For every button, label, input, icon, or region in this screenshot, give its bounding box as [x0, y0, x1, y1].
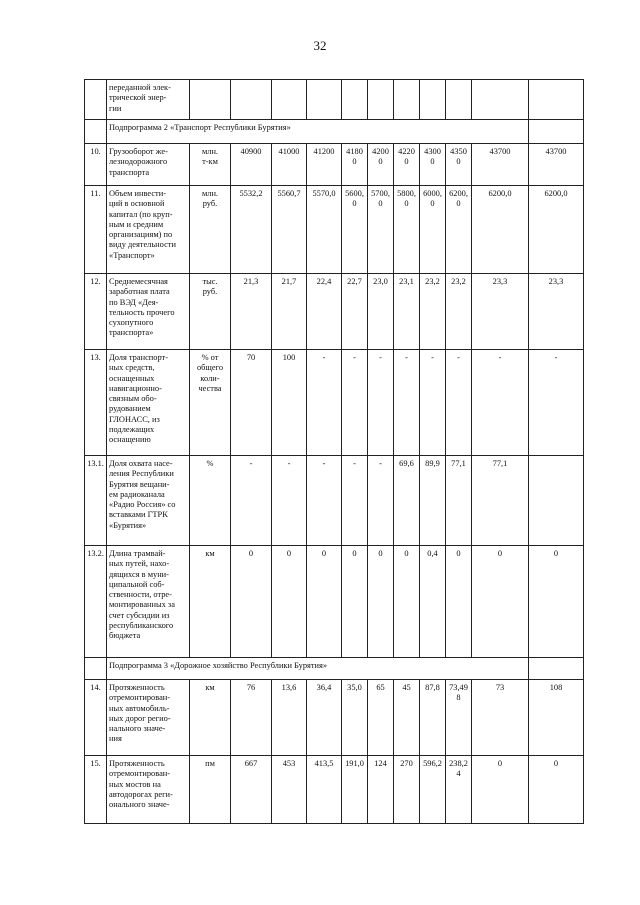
value-cell: 76 — [231, 680, 272, 756]
value-cell: 124 — [368, 756, 394, 824]
page-number: 32 — [313, 38, 327, 53]
value-cell: 6000, 0 — [420, 186, 446, 274]
value-cell: 6200,0 — [472, 186, 529, 274]
row-number: 10. — [85, 144, 107, 186]
value-cell: 13,6 — [272, 680, 307, 756]
value-cell: 4220 0 — [394, 144, 420, 186]
value-cell: 5600, 0 — [342, 186, 368, 274]
table-row — [85, 456, 584, 546]
empty-cell — [529, 658, 584, 680]
value-cell — [420, 80, 446, 120]
value-cell: - — [446, 350, 472, 456]
unit-cell: млн. руб. — [190, 186, 231, 274]
value-cell: 23,2 — [446, 274, 472, 350]
value-cell: 0 — [307, 546, 342, 658]
unit-cell: км — [190, 546, 231, 658]
empty-cell — [85, 120, 107, 144]
value-cell — [529, 80, 584, 120]
value-cell: 40900 — [231, 144, 272, 186]
value-cell — [446, 80, 472, 120]
value-cell: 23,1 — [394, 274, 420, 350]
value-cell — [368, 80, 394, 120]
value-cell: 4300 0 — [420, 144, 446, 186]
value-cell: 41000 — [272, 144, 307, 186]
value-cell: 270 — [394, 756, 420, 824]
indicator-name: Протяженность отремонтирован- ных мостов на автодорогах реги- онального значе- — [107, 756, 190, 824]
value-cell: 0 — [368, 546, 394, 658]
value-cell — [394, 80, 420, 120]
value-cell: 21,3 — [231, 274, 272, 350]
indicator-name: переданной элек- трической энер- гии — [107, 80, 190, 120]
value-cell: 5570,0 — [307, 186, 342, 274]
value-cell: 23,3 — [472, 274, 529, 350]
value-cell: 238,2 4 — [446, 756, 472, 824]
value-cell: 100 — [272, 350, 307, 456]
value-cell: 41200 — [307, 144, 342, 186]
unit-cell: тыс. руб. — [190, 274, 231, 350]
unit-cell: км — [190, 680, 231, 756]
value-cell: 453 — [272, 756, 307, 824]
value-cell: 5532,2 — [231, 186, 272, 274]
value-cell: 413,5 — [307, 756, 342, 824]
value-cell: 23,3 — [529, 274, 584, 350]
value-cell: - — [472, 350, 529, 456]
value-cell — [529, 456, 584, 546]
value-cell: 35,0 — [342, 680, 368, 756]
row-number: 13.2. — [85, 546, 107, 658]
value-cell: 0 — [529, 756, 584, 824]
indicator-name: Среднемесячная заработная плата по ВЭД «Дея- тельность прочего сухопутного транспорта» — [107, 274, 190, 350]
subprogram-title: Подпрограмма 2 «Транспорт Республики Бурятия» — [107, 120, 529, 144]
unit-cell: % — [190, 456, 231, 546]
row-number: 14. — [85, 680, 107, 756]
value-cell: 87,8 — [420, 680, 446, 756]
value-cell: 0 — [342, 546, 368, 658]
value-cell: 596,2 — [420, 756, 446, 824]
value-cell: 65 — [368, 680, 394, 756]
value-cell: 70 — [231, 350, 272, 456]
unit-cell: пм — [190, 756, 231, 824]
value-cell — [307, 80, 342, 120]
table-row — [85, 756, 584, 824]
value-cell: - — [420, 350, 446, 456]
value-cell: 22,4 — [307, 274, 342, 350]
indicator-name: Протяженность отремонтирован- ных автомобиль- ных дорог регио- нального значе- ния — [107, 680, 190, 756]
value-cell: 0 — [529, 546, 584, 658]
value-cell: 0 — [394, 546, 420, 658]
subprogram-row — [85, 120, 584, 144]
indicator-table — [84, 79, 584, 824]
table-row — [85, 274, 584, 350]
value-cell: 69,6 — [394, 456, 420, 546]
value-cell: 0 — [272, 546, 307, 658]
value-cell: 0 — [446, 546, 472, 658]
value-cell: 191,0 — [342, 756, 368, 824]
value-cell: 21,7 — [272, 274, 307, 350]
indicator-name: Доля охвата насе- ления Республики Бурятия вещани- ем радиоканала «Радио Россия» со вставками ГТРК «Бурятия» — [107, 456, 190, 546]
value-cell: 5700, 0 — [368, 186, 394, 274]
value-cell: 89,9 — [420, 456, 446, 546]
value-cell: 667 — [231, 756, 272, 824]
empty-cell — [529, 120, 584, 144]
indicator-name: Объем инвести- ций в основной капитал (по круп- ным и средним организациям) по виду деятельности «Транспорт» — [107, 186, 190, 274]
unit-cell: млн. т-км — [190, 144, 231, 186]
table-row — [85, 80, 584, 120]
value-cell: 23,2 — [420, 274, 446, 350]
value-cell: 6200,0 — [529, 186, 584, 274]
subprogram-row — [85, 658, 584, 680]
value-cell: 4180 0 — [342, 144, 368, 186]
value-cell: 77,1 — [446, 456, 472, 546]
value-cell: 36,4 — [307, 680, 342, 756]
row-number: 12. — [85, 274, 107, 350]
value-cell: - — [368, 456, 394, 546]
value-cell: 23,0 — [368, 274, 394, 350]
value-cell: 43700 — [529, 144, 584, 186]
value-cell: - — [368, 350, 394, 456]
value-cell: 0 — [472, 546, 529, 658]
value-cell: - — [342, 350, 368, 456]
value-cell: - — [394, 350, 420, 456]
empty-cell — [85, 658, 107, 680]
unit-cell — [190, 80, 231, 120]
value-cell: 43700 — [472, 144, 529, 186]
row-number: 13.1. — [85, 456, 107, 546]
value-cell: 108 — [529, 680, 584, 756]
table-row — [85, 144, 584, 186]
row-number: 11. — [85, 186, 107, 274]
value-cell: 4350 0 — [446, 144, 472, 186]
table-row — [85, 350, 584, 456]
value-cell: - — [272, 456, 307, 546]
value-cell: 5800, 0 — [394, 186, 420, 274]
value-cell: 77,1 — [472, 456, 529, 546]
value-cell: - — [529, 350, 584, 456]
value-cell — [472, 80, 529, 120]
table-row — [85, 546, 584, 658]
row-number — [85, 80, 107, 120]
value-cell: 73 — [472, 680, 529, 756]
subprogram-title: Подпрограмма 3 «Дорожное хозяйство Республики Бурятия» — [107, 658, 529, 680]
value-cell: - — [342, 456, 368, 546]
row-number: 15. — [85, 756, 107, 824]
unit-cell: % от общего коли- чества — [190, 350, 231, 456]
value-cell: - — [231, 456, 272, 546]
table-row — [85, 186, 584, 274]
value-cell: 0,4 — [420, 546, 446, 658]
table-row — [85, 680, 584, 756]
value-cell: 45 — [394, 680, 420, 756]
value-cell: 73,49 8 — [446, 680, 472, 756]
value-cell: 6200, 0 — [446, 186, 472, 274]
value-cell: 0 — [231, 546, 272, 658]
value-cell — [272, 80, 307, 120]
value-cell — [231, 80, 272, 120]
indicator-name: Грузооборот же- лезнодорожного транспорта — [107, 144, 190, 186]
value-cell — [342, 80, 368, 120]
value-cell: 5560,7 — [272, 186, 307, 274]
indicator-name: Доля транспорт- ных средств, оснащенных навигационно- связным обо- рудованием ГЛОНАСС, из подлежащих оснащению — [107, 350, 190, 456]
row-number: 13. — [85, 350, 107, 456]
value-cell: 0 — [472, 756, 529, 824]
value-cell: 22,7 — [342, 274, 368, 350]
indicator-name: Длина трамвай- ных путей, нахо- дящихся в муни- ципальной соб- ственности, отре- монтированных за счет субсидии из республиканского бюджета — [107, 546, 190, 658]
value-cell: - — [307, 456, 342, 546]
value-cell: 4200 0 — [368, 144, 394, 186]
value-cell: - — [307, 350, 342, 456]
